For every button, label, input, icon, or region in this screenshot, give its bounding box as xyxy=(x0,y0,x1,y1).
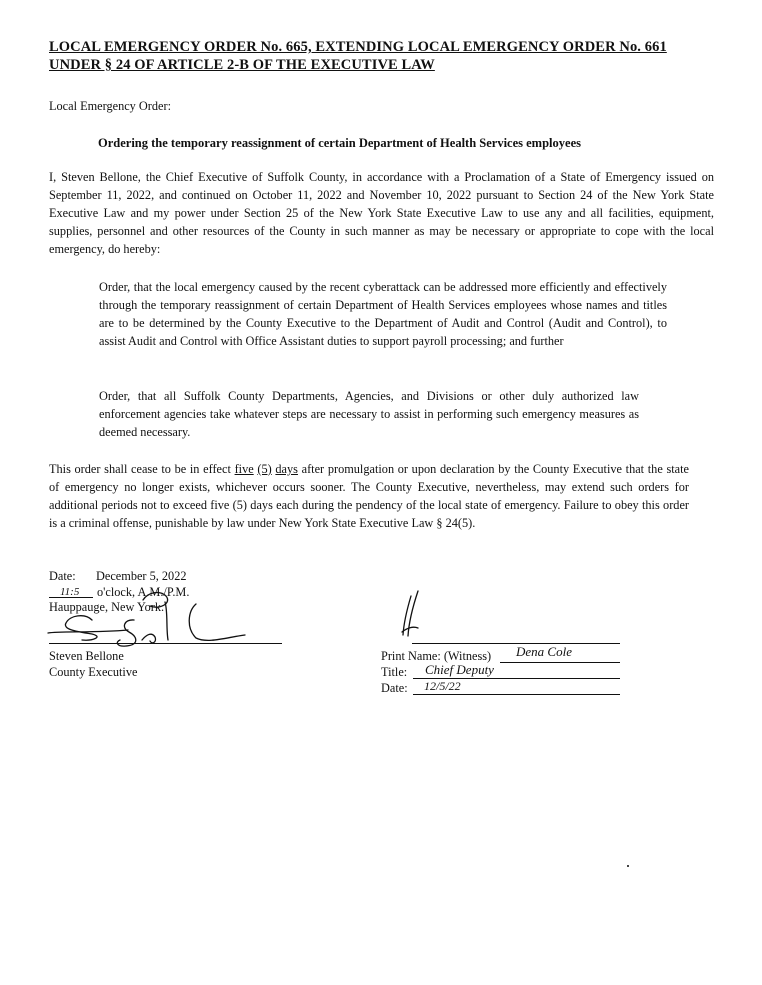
signatory-name: Steven Bellone xyxy=(49,649,124,663)
date-value: December 5, 2022 xyxy=(96,569,187,583)
order-clause-1: Order, that the local emergency caused by the recent cyberattack can be addressed more efficiently and effectively through the temporary reassignment of certain Department of Health Services employees whose names and titles are to be determined by the County Executive to the Department of Audit and Control (Audit and Control), to assist Audit and Control with Office Assistant duties to support payroll processing; and further xyxy=(99,280,667,348)
witness-title-label: Title: xyxy=(381,665,408,679)
witness-print-name-value: Dena Cole xyxy=(516,644,572,659)
scan-speck xyxy=(627,865,629,867)
witness-date-label: Date: xyxy=(381,681,408,695)
witness-title-value: Chief Deputy xyxy=(425,662,494,677)
witness-date-line xyxy=(413,694,620,695)
title-line-1: LOCAL EMERGENCY ORDER No. 665, EXTENDING LOCAL EMERGENCY ORDER No. 661 xyxy=(49,39,667,55)
place-text: Hauppauge, New York. xyxy=(49,600,165,614)
closing-days: days xyxy=(275,462,298,476)
order-label: Local Emergency Order: xyxy=(49,99,172,113)
order-clause-2: Order, that all Suffolk County Departments, Agencies, and Divisions or other duly authorized law enforcement agencies take whatever steps are necessary to assist in performing such emergency measures as deemed necessary. xyxy=(99,389,639,439)
title-line-2: UNDER § 24 OF ARTICLE 2-B OF THE EXECUTIVE LAW xyxy=(49,57,435,73)
signatory-title: County Executive xyxy=(49,665,138,679)
closing-five-digit: (5) xyxy=(257,462,272,476)
closing-before: This order shall cease to be in effect xyxy=(49,462,235,476)
order-heading: Ordering the temporary reassignment of certain Department of Health Services employees xyxy=(98,136,581,150)
date-label: Date: xyxy=(49,569,76,583)
witness-date-value: 12/5/22 xyxy=(424,679,461,693)
closing-five: five xyxy=(234,462,254,476)
time-handwritten: 11:5 xyxy=(60,586,80,598)
intro-paragraph: I, Steven Bellone, the Chief Executive of Suffolk County, in accordance with a Proclamation of a State of Emergency issued on September 11, 2022, and continued on October 11, 2022 and November 10, 2022 pursuant to Section 24 of the New York State Executive Law and my power under Section 25 of the New York State Executive Law to use any and all facilities, equipment, supplies, personnel and other resources of the County in such manner as may be necessary or appropriate to cope with the local emergency, do hereby: xyxy=(49,170,714,256)
time-text: o'clock, A.M./P.M. xyxy=(97,585,190,599)
witness-print-name-label: Print Name: (Witness) xyxy=(381,649,492,663)
closing-after: after promulgation or upon declaration by the County Executive that the state of emergency no longer exists, whichever occurs sooner. The County Executive, nevertheless, may extend such orders for additional periods not to exceed five (5) days each during the pendency of the local state of emergency. Failure to obey this order is a criminal offense, punishable by law under New York State Executive Law § 24(5). xyxy=(49,462,690,530)
witness-name-line xyxy=(500,662,620,663)
